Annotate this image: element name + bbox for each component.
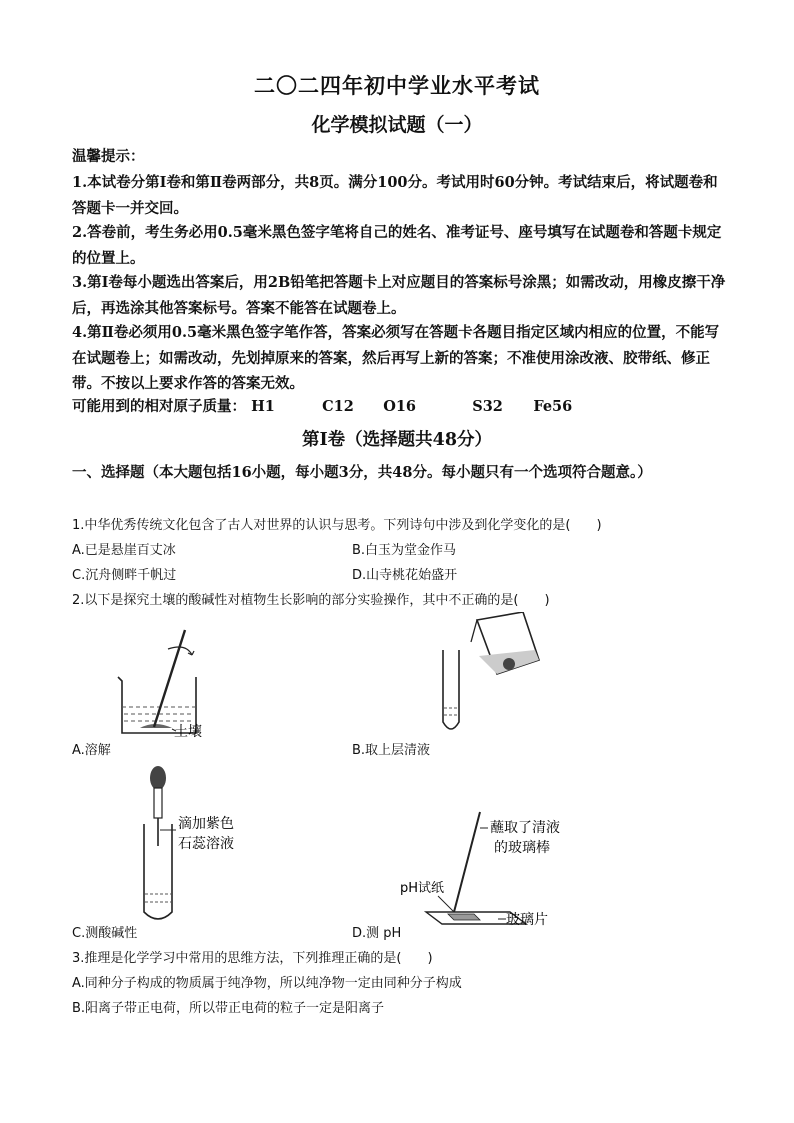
tip-3: 3.第Ⅰ卷每小题选出答案后，用2B铅笔把答题卡上对应题目的答案标号涂黑；如需改动，用橡皮擦干净后，再选涂其他答案标号。答案不能答在试题卷上。 <box>72 274 726 317</box>
atomic-mass-c: C12 <box>322 398 354 415</box>
atomic-mass-fe: Fe56 <box>533 398 573 415</box>
tip-2: 2.答卷前，考生务必用0.5毫米黑色签字笔将自己的姓名、准考证号、座号填写在试题卷和答题卡规定的位置上。 <box>72 224 722 267</box>
exam-title: 二〇二四年初中学业水平考试 <box>254 73 540 98</box>
q1-stem: 1.中华优秀传统文化包含了古人对世界的认识与思考。下列诗句中涉及到化学变化的是( ) <box>72 518 602 533</box>
figure-rod-label-2: 的玻璃棒 <box>494 840 550 856</box>
q2-option-b: B.取上层清液 <box>352 743 431 758</box>
tips-heading: 温馨提示： <box>72 148 145 165</box>
q1-option-c: C.沉舟侧畔千帆过 <box>72 568 177 583</box>
q3-stem: 3.推理是化学学习中常用的思维方法，下列推理正确的是( ) <box>72 951 433 966</box>
tip-1: 1.本试卷分第Ⅰ卷和第Ⅱ卷两部分，共8页。满分100分。考试用时60分钟。考试结束后，将试题卷和答题卡一并交回。 <box>72 174 718 217</box>
figure-ph-test <box>398 808 578 933</box>
q3-option-a: A.同种分子构成的物质属于纯净物，所以纯净物一定由同种分子构成 <box>72 976 462 991</box>
atomic-mass-line <box>72 395 572 416</box>
figure-glass-label: 玻璃片 <box>506 912 548 928</box>
atomic-mass-label: 可能用到的相对原子质量： <box>72 398 246 415</box>
figure-litmus-label-2: 石蕊溶液 <box>178 836 234 852</box>
figure-pour <box>435 612 545 742</box>
q1-option-d: D.山寺桃花始盛开 <box>352 568 458 583</box>
exam-subtitle: 化学模拟试题（一） <box>311 114 483 136</box>
tip-4: 4.第Ⅱ卷必须用0.5毫米黑色签字笔作答，答案必须写在答题卡各题目指定区域内相应的位置，不能写在试题卷上；如需改动，先划掉原来的答案，然后再写上新的答案；不准使用涂改液、胶带纸、修正带。不按以上要求作答的答案无效。 <box>72 324 720 392</box>
q2-option-d: D.测 pH <box>352 926 402 941</box>
q2-option-c: C.测酸碱性 <box>72 926 138 941</box>
q3-option-b: B.阳离子带正电荷，所以带正电荷的粒子一定是阳离子 <box>72 1001 385 1016</box>
figure-dropper <box>130 762 250 927</box>
section-intro: 一、选择题（本大题包括16小题，每小题3分，共48分。每小题只有一个选项符合题意。） <box>72 464 652 481</box>
figure-soil-label: 土壤 <box>174 724 202 740</box>
q2-stem: 2.以下是探究土壤的酸碱性对植物生长影响的部分实验操作，其中不正确的是( ) <box>72 593 550 608</box>
section-title: 第Ⅰ卷（选择题共48分） <box>301 430 493 450</box>
atomic-mass-h: H1 <box>251 398 275 415</box>
q1-option-a: A.已是悬崖百丈冰 <box>72 543 176 558</box>
figure-rod-label-1: 蘸取了清液 <box>490 820 560 836</box>
figure-ph-paper-label: pH试纸 <box>400 881 445 896</box>
figure-dissolve <box>110 625 220 740</box>
atomic-mass-s: S32 <box>472 398 503 415</box>
q1-option-b: B.白玉为堂金作马 <box>352 543 457 558</box>
q2-option-a: A.溶解 <box>72 743 111 758</box>
atomic-mass-o: O16 <box>383 398 416 415</box>
figure-litmus-label-1: 滴加紫色 <box>178 816 234 832</box>
